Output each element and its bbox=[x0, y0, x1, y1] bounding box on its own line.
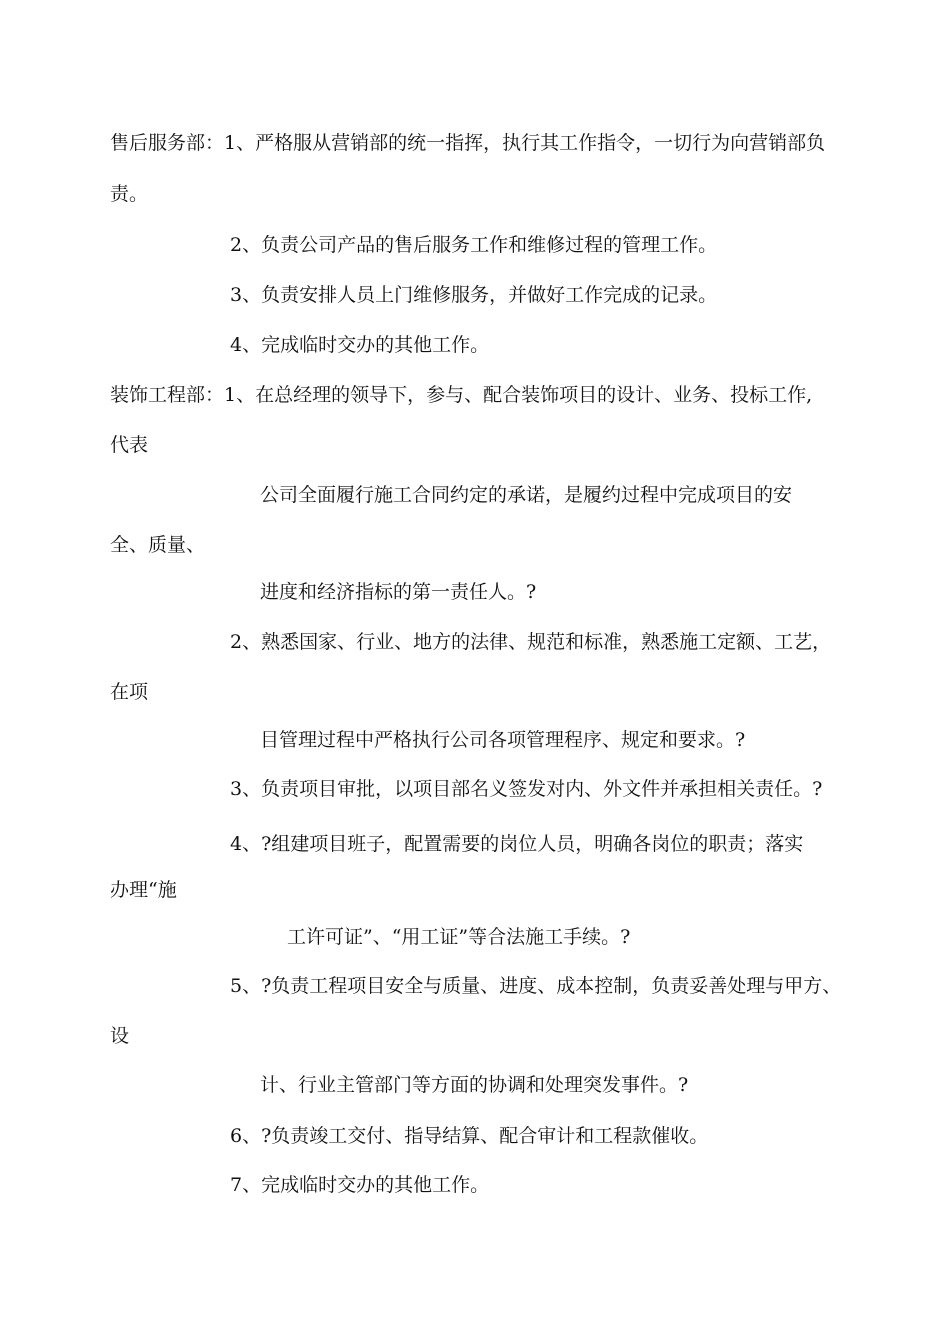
after-sales-duty-3: 3、负责安排人员上门维修服务，并做好工作完成的记录。 bbox=[230, 284, 718, 306]
decoration-duty-1-line-4: 全、质量、 bbox=[110, 534, 206, 556]
decoration-duty-1-line-3: 公司全面履行施工合同约定的承诺，是履约过程中完成项目的安 bbox=[260, 484, 793, 506]
decoration-duty-2-line-3: 目管理过程中严格执行公司各项管理程序、规定和要求。? bbox=[260, 729, 746, 751]
decoration-duty-2-line-1: 2、熟悉国家、行业、地方的法律、规范和标准，熟悉施工定额、工艺， bbox=[230, 631, 832, 653]
decoration-duty-4-line-1: 4、?组建项目班子，配置需要的岗位人员，明确各岗位的职责；落实 bbox=[230, 833, 804, 855]
after-sales-duty-2: 2、负责公司产品的售后服务工作和维修过程的管理工作。 bbox=[230, 234, 718, 256]
decoration-duty-2-line-2: 在项 bbox=[110, 681, 149, 703]
decoration-duty-3: 3、负责项目审批，以项目部名义签发对内、外文件并承担相关责任。? bbox=[230, 778, 823, 800]
decoration-duty-7: 7、完成临时交办的其他工作。 bbox=[230, 1174, 490, 1196]
after-sales-duty-1-line-2: 责。 bbox=[110, 183, 149, 205]
decoration-duty-6: 6、?负责竣工交付、指导结算、配合审计和工程款催收。 bbox=[230, 1125, 709, 1147]
decoration-duty-4-line-2: 办理“施 bbox=[110, 879, 177, 901]
decoration-duty-5-line-1: 5、?负责工程项目安全与质量、进度、成本控制，负责妥善处理与甲方、 bbox=[230, 975, 842, 997]
decoration-duty-5-line-3: 计、行业主管部门等方面的协调和处理突发事件。? bbox=[260, 1074, 689, 1096]
decoration-duty-5-line-2: 设 bbox=[110, 1025, 130, 1047]
decoration-duty-4-line-3: 工许可证”、“用工证”等合法施工手续。? bbox=[287, 926, 631, 948]
decoration-duty-1-line-1: 装饰工程部：1、在总经理的领导下，参与、配合装饰项目的设计、业务、投标工作, bbox=[110, 384, 813, 406]
decoration-duty-1-line-5: 进度和经济指标的第一责任人。? bbox=[260, 581, 537, 603]
after-sales-duty-4: 4、完成临时交办的其他工作。 bbox=[230, 334, 490, 356]
decoration-duty-1-line-2: 代表 bbox=[110, 434, 149, 456]
after-sales-duty-1-line-1: 售后服务部：1、严格服从营销部的统一指挥，执行其工作指令，一切行为向营销部负 bbox=[110, 132, 826, 154]
